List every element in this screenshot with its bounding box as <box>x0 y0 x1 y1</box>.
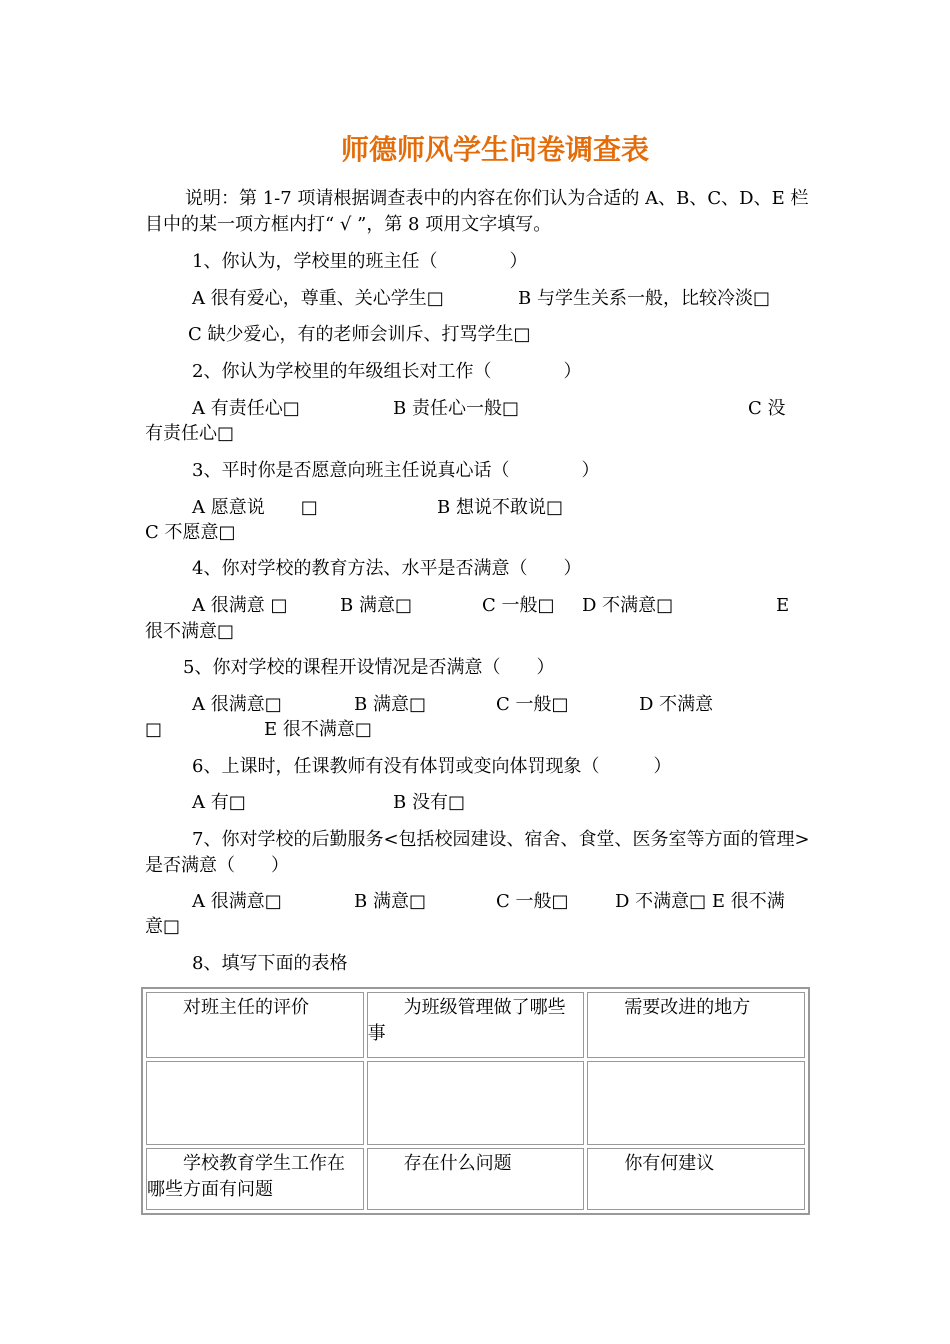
q5-option-d[interactable]: D 不满意 <box>639 694 714 715</box>
header-class-management-work: 为班级管理做了哪些事 <box>367 997 566 1044</box>
q4-option-e[interactable]: E <box>776 595 790 616</box>
question-1: 1、你认为，学校里的班主任（ ） <box>192 251 528 272</box>
q2-option-c-cont: 有责任心□ <box>145 423 235 444</box>
header-suggestions: 你有何建议 <box>624 1153 715 1174</box>
question-4: 4、你对学校的教育方法、水平是否满意（ ） <box>192 558 582 579</box>
q7-option-c[interactable]: C 一般□ <box>496 891 569 912</box>
intro-text: 说明：第 1-7 项请根据调查表中的内容在你们认为合适的 A、B、C、D、E 栏目中的某一项方框内打“ √ ”，第 8 项用文字填写。 <box>145 188 809 235</box>
header-school-problems: 学校教育学生工作在哪些方面有问题 <box>147 1153 345 1200</box>
q1-option-a[interactable]: A 很有爱心，尊重、关心学生□ <box>192 288 444 309</box>
q2-option-c[interactable]: C 没 <box>748 398 786 419</box>
q7-option-b[interactable]: B 满意□ <box>354 891 426 912</box>
q7-option-d-e[interactable]: D 不满意□ E 很不满 <box>615 891 785 912</box>
q6-option-b[interactable]: B 没有□ <box>393 792 465 813</box>
question-3: 3、平时你是否愿意向班主任说真心话（ ） <box>192 460 600 481</box>
table-row <box>146 992 805 1058</box>
table-input-cell[interactable] <box>587 1061 805 1145</box>
q3-option-a[interactable]: A 愿意说 □ <box>192 497 318 518</box>
question-6: 6、上课时，任课教师有没有体罚或变向体罚现象（ ） <box>192 756 672 777</box>
q7-option-a[interactable]: A 很满意□ <box>192 891 282 912</box>
q7-option-e-cont: 意□ <box>145 916 181 937</box>
q5-option-b[interactable]: B 满意□ <box>354 694 426 715</box>
q3-option-c[interactable]: C 不愿意□ <box>145 522 236 543</box>
page-title: 师德师风学生问卷调查表 <box>340 133 649 166</box>
q1-option-c[interactable]: C 缺少爱心，有的老师会训斥、打骂学生□ <box>188 324 531 345</box>
q5-option-a[interactable]: A 很满意□ <box>192 694 282 715</box>
q5-option-c[interactable]: C 一般□ <box>496 694 569 715</box>
q2-option-a[interactable]: A 有责任心□ <box>192 398 300 419</box>
header-class-teacher-evaluation: 对班主任的评价 <box>183 997 309 1018</box>
header-existing-problems: 存在什么问题 <box>403 1153 512 1174</box>
q5-option-e[interactable]: E 很不满意□ <box>264 719 372 740</box>
q4-option-c[interactable]: C 一般□ <box>482 595 555 616</box>
q4-option-b[interactable]: B 满意□ <box>340 595 412 616</box>
q4-option-a[interactable]: A 很满意 □ <box>192 595 288 616</box>
question-2: 2、你认为学校里的年级组长对工作（ ） <box>192 361 582 382</box>
question-5: 5、你对学校的课程开设情况是否满意（ ） <box>183 657 555 678</box>
table-cell <box>146 1148 364 1210</box>
table-cell <box>146 992 364 1058</box>
table-row <box>146 1061 805 1145</box>
table-input-cell[interactable] <box>367 1061 585 1145</box>
q6-option-a[interactable]: A 有□ <box>192 792 246 813</box>
q4-option-e-cont: 很不满意□ <box>145 621 235 642</box>
table-cell <box>587 1148 805 1210</box>
q2-option-b[interactable]: B 责任心一般□ <box>393 398 519 419</box>
table-cell <box>587 992 805 1058</box>
question-7: 7、你对学校的后勤服务<包括校园建设、宿舍、食堂、医务室等方面的管理>是否满意（ ） <box>145 829 810 876</box>
q5-option-d-box[interactable]: □ <box>145 719 163 740</box>
question-8: 8、填写下面的表格 <box>192 953 348 974</box>
table-row <box>146 1148 805 1210</box>
table-cell <box>367 992 585 1058</box>
feedback-table <box>141 987 810 1215</box>
q1-option-b[interactable]: B 与学生关系一般，比较冷淡□ <box>518 288 770 309</box>
header-improvements-needed: 需要改进的地方 <box>624 997 751 1018</box>
q4-option-d[interactable]: D 不满意□ <box>582 595 674 616</box>
table-cell <box>367 1148 585 1210</box>
table-input-cell[interactable] <box>146 1061 364 1145</box>
q3-option-b[interactable]: B 想说不敢说□ <box>437 497 563 518</box>
